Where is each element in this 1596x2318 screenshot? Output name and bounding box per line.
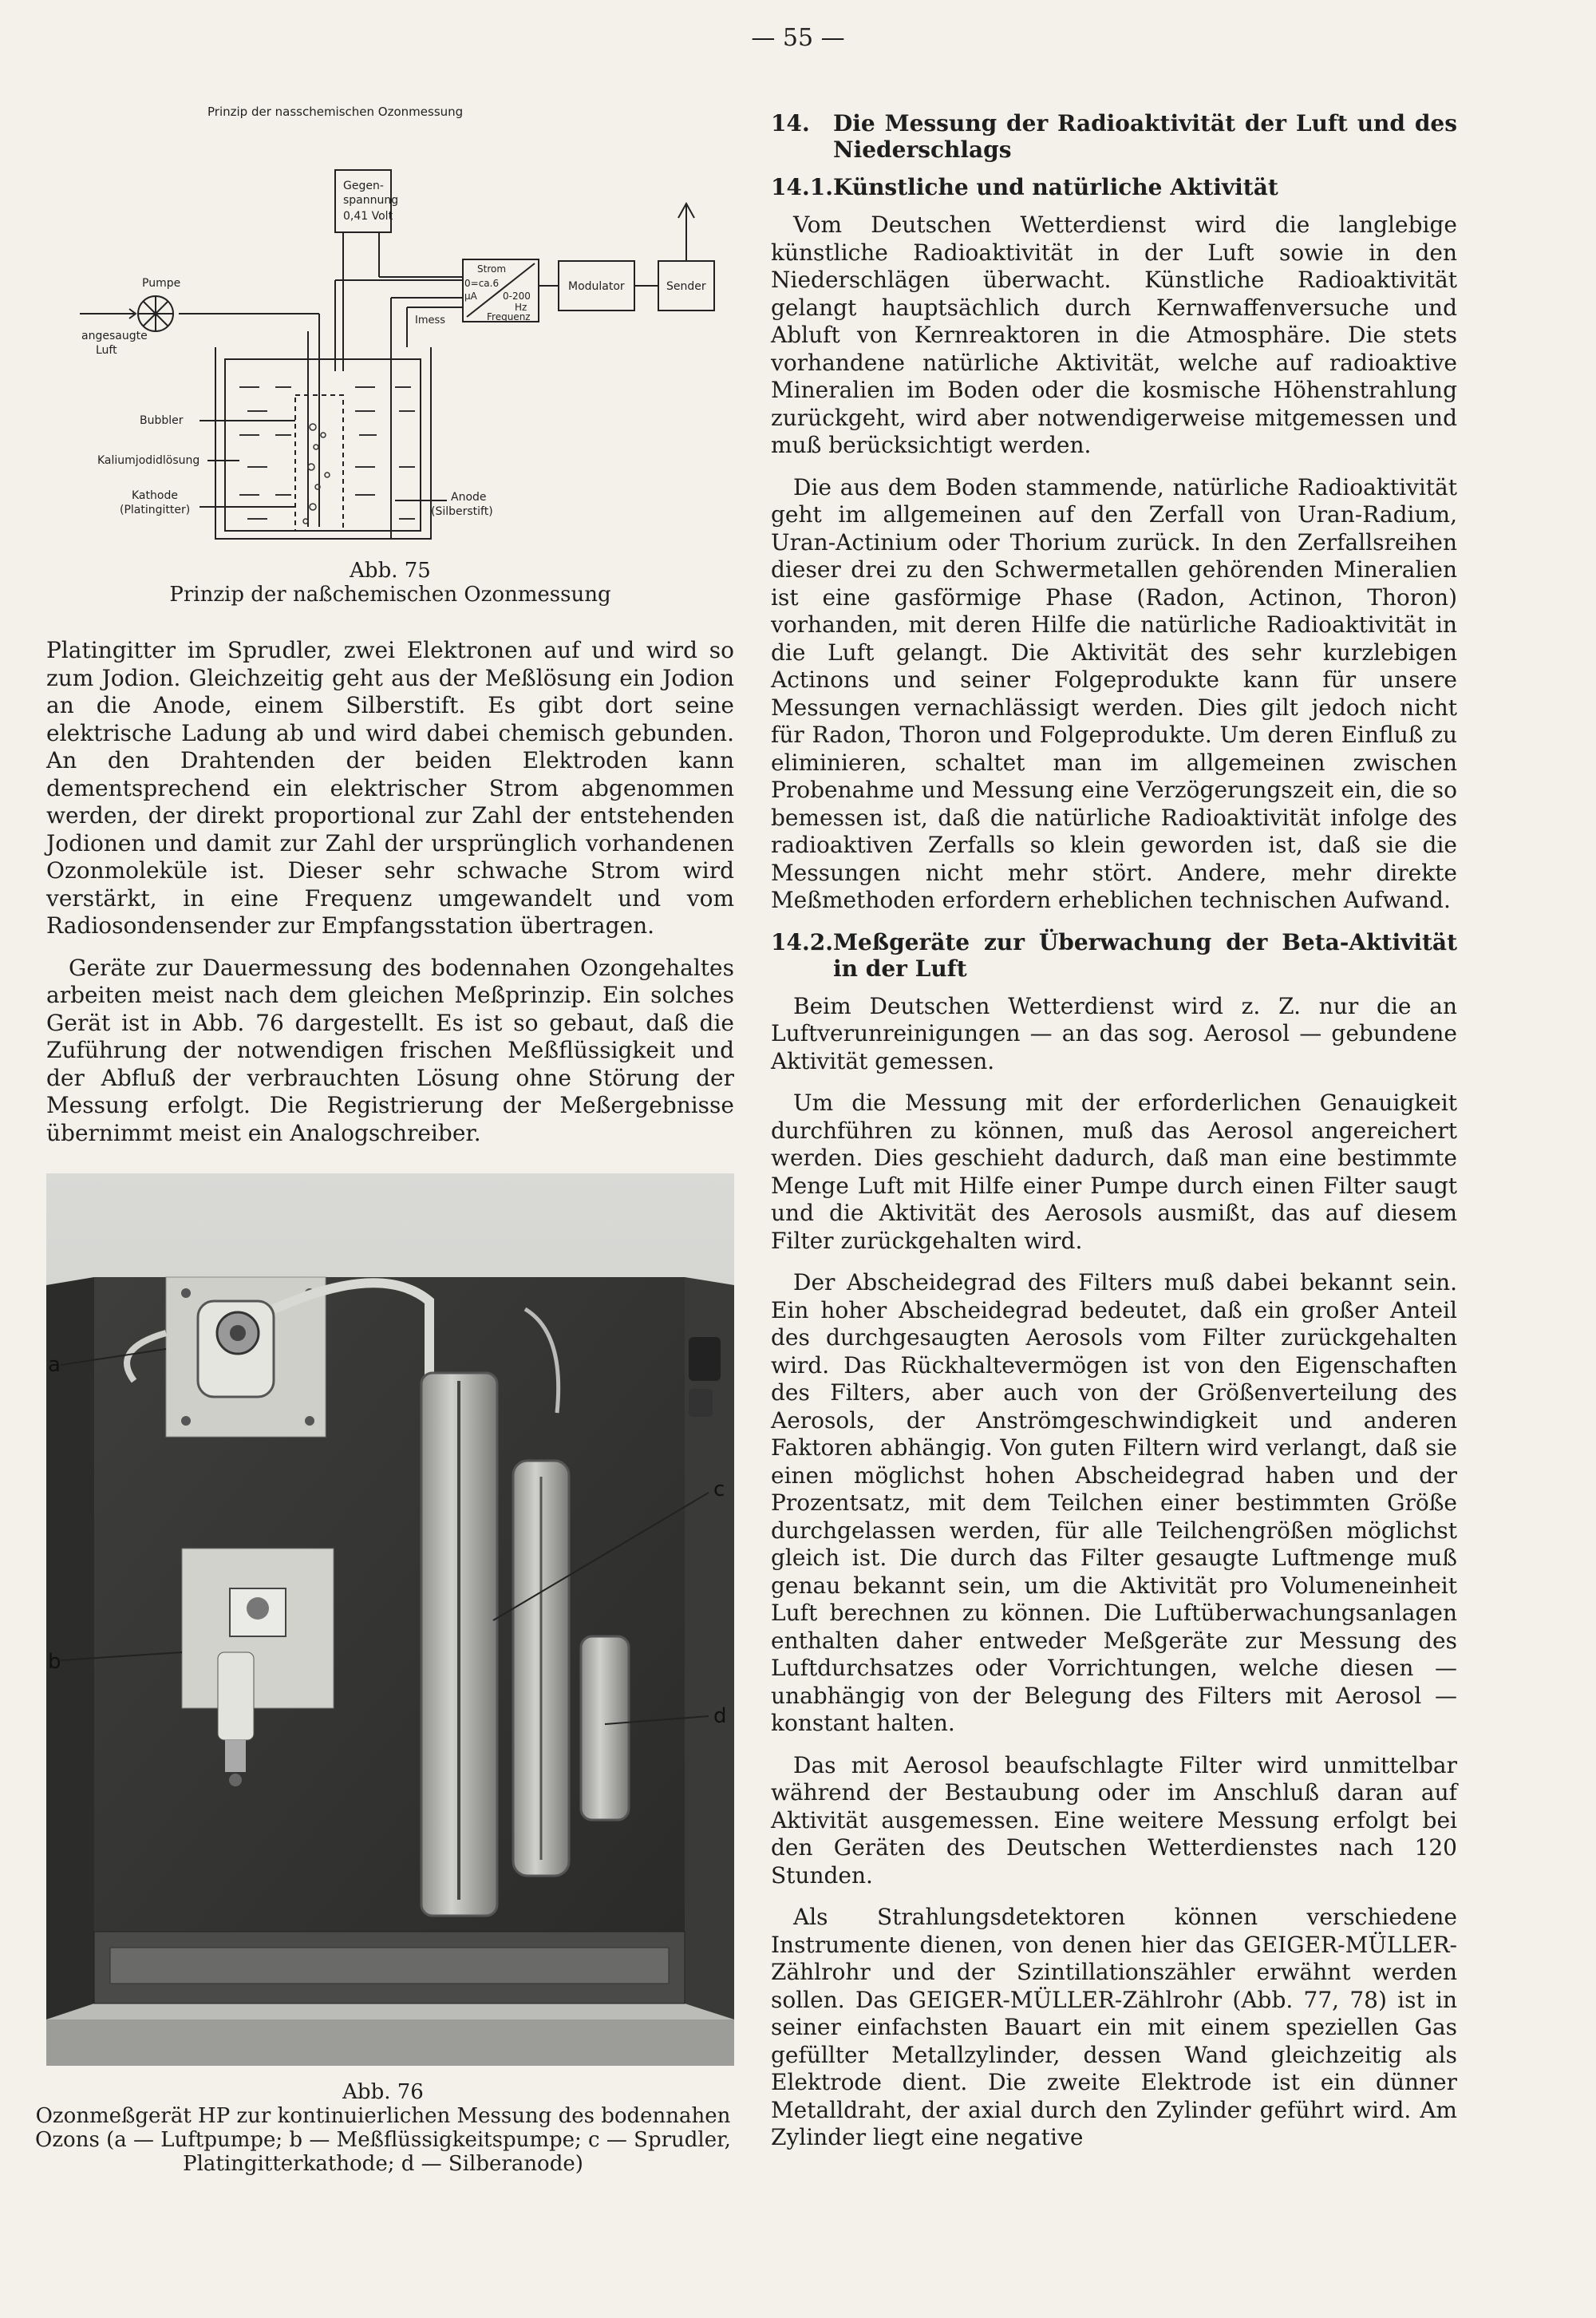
label-gegenspannung-3: 0,41 Volt xyxy=(343,210,393,223)
figure-75-caption xyxy=(46,559,734,607)
left-paragraph-2: Geräte zur Dauermessung des bodennahen Ozongehaltes arbeiten meist nach dem gleichen Meßprinzip. Ein solches Gerät ist in Abb. 76 dargestellt. Es ist so gebaut, daß die Zuführung der notwendigen frischen Meßflüssigkeit und der Abfluß der verbrauchten Lösung ohne Störung der Messung erfolgt. Die Registrierung der Meßergebnisse übernimmt meist ein Analogschreiber. xyxy=(46,954,734,1146)
right-paragraph-2: Die aus dem Boden stammende, natürliche Radioaktivität geht im allgemeinen auf den Zerfall von Uran-Radium, Uran-Actinium oder Thorium zurück. In den Zerfallsreihen dieser drei zu den Schwermetallen gehörenden Mineralien ist eine gasförmige Phase (Radon, Actinon, Thoron) vorhanden, mit deren Hilfe die natürliche Radioaktivität in die Luft gelangt. Die Aktivität des sehr kurzlebigen Actinons und seiner Folgeprodukte kann für unsere Messungen vernachlässigt werden. Dies gilt jedoch nicht für Radon, Thoron und Folgeprodukte. Um deren Einfluß zu eliminieren, schaltet man im allgemeinen zwischen Probenahme und Messung eine Verzögerungszeit ein, die so bemessen ist, daß die natürliche Radioaktivität infolge des radioaktiven Zerfalls so klein geworden ist, daß sie die Messungen nicht mehr stört. Andere, mehr direkte Meßmethoden erfordern erheblichen technischen Aufwand. xyxy=(771,473,1457,913)
right-paragraph-3: Beim Deutschen Wetterdienst wird z. Z. nur die an Luftverunreinigungen — an das sog. Aerosol — gebundene Aktivität gemessen. xyxy=(771,992,1457,1074)
label-kathode-1: Kathode xyxy=(132,489,178,502)
label-kathode-2: (Platingitter) xyxy=(120,504,191,516)
label-kaliumjodid: Kaliumjodidlösung xyxy=(97,454,200,467)
figure-76-caption-text: Ozonmeßgerät HP zur kontinuierlichen Messung des bodennahen Ozons (a — Luftpumpe; b — Meßflüssigkeitspumpe; c — Sprudler, Platingitterkathode; d — Silberanode) xyxy=(35,2104,731,2176)
section-14-heading xyxy=(771,110,1457,163)
marker-c: c xyxy=(713,1477,725,1501)
right-paragraph-4: Um die Messung mit der erforderlichen Genauigkeit durchführen zu können, muß das Aerosol angereichert werden. Dies geschieht dadurch, daß man eine bestimmte Menge Luft mit Hilfe einer Pumpe durch einen Filter saugt und die Aktivität des Aerosols ausmißt, das auf diesem Filter zurückgehalten wird. xyxy=(771,1090,1457,1254)
label-anode-2: (Silberstift) xyxy=(431,505,493,518)
marker-b: b xyxy=(48,1650,61,1674)
marker-a: a xyxy=(48,1353,61,1377)
right-paragraph-6: Das mit Aerosol beaufschlagte Filter wird unmittelbar während der Bestaubung oder im Anschluß daran auf Aktivität ausgemessen. Eine weitere Messung erfolgt bei den Geräten des Deutschen Wetterdienstes nach 120 Stunden. xyxy=(771,1751,1457,1889)
label-strom-range: 0=ca.6 xyxy=(464,278,500,289)
figure-75-diagram xyxy=(80,92,734,551)
section-14-2-heading xyxy=(771,929,1457,982)
figure-75-caption-number: Abb. 75 xyxy=(350,559,431,583)
label-freq-range: 0-200 xyxy=(503,291,531,302)
section-14-1-title: Künstliche und natürliche Aktivität xyxy=(833,174,1278,200)
ozone-measurement-schematic xyxy=(80,92,734,551)
section-14-1-heading xyxy=(771,174,1457,200)
ozone-device-photo xyxy=(46,1173,734,2066)
figure-75-caption-text: Prinzip der naßchemischen Ozonmessung xyxy=(169,583,611,607)
right-paragraph-1: Vom Deutschen Wetterdienst wird die langlebige künstliche Radioaktivität in der Luft sowie in den Niederschlägen überwacht. Künstliche Radioaktivität gelangt hauptsächlich durch Kernwaffenversuche und Abluft von Kernreaktoren in die Atmosphäre. Die stets vorhandene natürliche Aktivität, welche auf radioaktive Mineralien im Boden oder die kosmische Höhenstrahlung zurückgeht, wird aber notwendigerweise mitgemessen und muß berücksichtigt werden. xyxy=(771,212,1457,458)
left-paragraph-1: Platingitter im Sprudler, zwei Elektronen auf und wird so zum Jodion. Gleichzeitig geht aus der Meßlösung ein Jodion an die Anode, einem Silberstift. Es gibt dort seine elektrische Ladung ab und wird dabei chemisch gebunden. An den Drahtenden der beiden Elektroden kann dementsprechend ein elektrischer Strom abgenommen werden, der direkt proportional zur Zahl der entstehenden Jodionen und damit zur Zahl der ursprünglich vorhandenen Ozonmoleküle ist. Dieser sehr schwache Strom wird verstärkt, in eine Frequenz umgewandelt und vom Radiosondensender zur Empfangsstation übertragen. xyxy=(46,637,734,939)
label-modulator: Modulator xyxy=(568,280,625,293)
right-column-text xyxy=(771,110,1457,2166)
marker-d: d xyxy=(713,1704,727,1728)
figure-76-caption-number: Abb. 76 xyxy=(342,2080,424,2104)
label-hz: Hz xyxy=(515,302,527,313)
section-14-number: 14. xyxy=(771,110,810,136)
label-bubbler: Bubbler xyxy=(140,414,184,427)
left-column-text xyxy=(46,637,734,1161)
label-mu-a: µA xyxy=(464,291,477,302)
label-strom: Strom xyxy=(477,263,507,275)
section-14-title: Die Messung der Radioaktivität der Luft und des Niederschlags xyxy=(833,110,1457,163)
label-imess: Imess xyxy=(415,314,446,326)
label-angesaugte-2: Luft xyxy=(96,344,117,357)
section-14-2-number: 14.2. xyxy=(771,928,833,955)
right-paragraph-5: Der Abscheidegrad des Filters muß dabei bekannt sein. Ein hoher Abscheidegrad bedeutet, daß ein großer Anteil des durchgesaugten Aerosols vom Filter zurückgehalten wird. Das Rückhaltevermögen ist von den Eigenschaften des Filters, aber auch von der Größenverteilung des Aerosols, der Anströmgeschwindigkeit und anderen Faktoren abhängig. Von guten Filtern wird verlangt, daß sie einen möglichst hohen Abscheidegrad haben und der Prozentsatz, mit dem Teilchen einer bestimmten Größe durchgelassen werden, für alle Teilchengrößen möglichst gleich ist. Die durch das Filter gesaugte Luftmenge muß genau bekannt sein, um die Aktivität pro Volumeneinheit Luft berechnen zu können. Die Luftüberwachungsanlagen enthalten daher entweder Meßgeräte zur Messung des Luftdurchsatzes oder Vorrichtungen, welche diesen — unabhängig von der Belegung des Filters mit Aerosol — konstant halten. xyxy=(771,1269,1457,1736)
page-number: — 55 — xyxy=(751,24,845,52)
figure-76-photo xyxy=(46,1173,734,2066)
label-anode-1: Anode xyxy=(451,491,487,504)
label-gegenspannung-2: spannung xyxy=(343,194,399,207)
label-sender: Sender xyxy=(666,280,706,293)
figure-75-title: Prinzip der nasschemischen Ozonmessung xyxy=(207,105,464,119)
right-paragraph-7: Als Strahlungsdetektoren können verschiedene Instrumente dienen, von denen hier das GEIGER-MÜLLER-Zählrohr und der Szintillationszähler erwähnt werden sollen. Das GEIGER-MÜLLER-Zählrohr (Abb. 77, 78) ist in seiner einfachsten Bauart ein mit einem speziellen Gas gefüllter Metallzylinder, dessen Wand gleichzeitig als Elektrode dient. Die zweite Elektrode ist ein dünner Metalldraht, der axial durch den Zylinder geführt wird. Am Zylinder liegt eine negative xyxy=(771,1904,1457,2150)
section-14-1-number: 14.1. xyxy=(771,174,833,200)
label-pumpe: Pumpe xyxy=(142,277,181,290)
figure-76-caption xyxy=(32,2080,734,2176)
section-14-2-title: Meßgeräte zur Überwachung der Beta-Aktivität in der Luft xyxy=(833,928,1457,982)
label-frequenz: Frequenz xyxy=(487,311,531,322)
label-gegenspannung-1: Gegen- xyxy=(343,180,384,192)
label-angesaugte-1: angesaugte xyxy=(81,330,148,342)
